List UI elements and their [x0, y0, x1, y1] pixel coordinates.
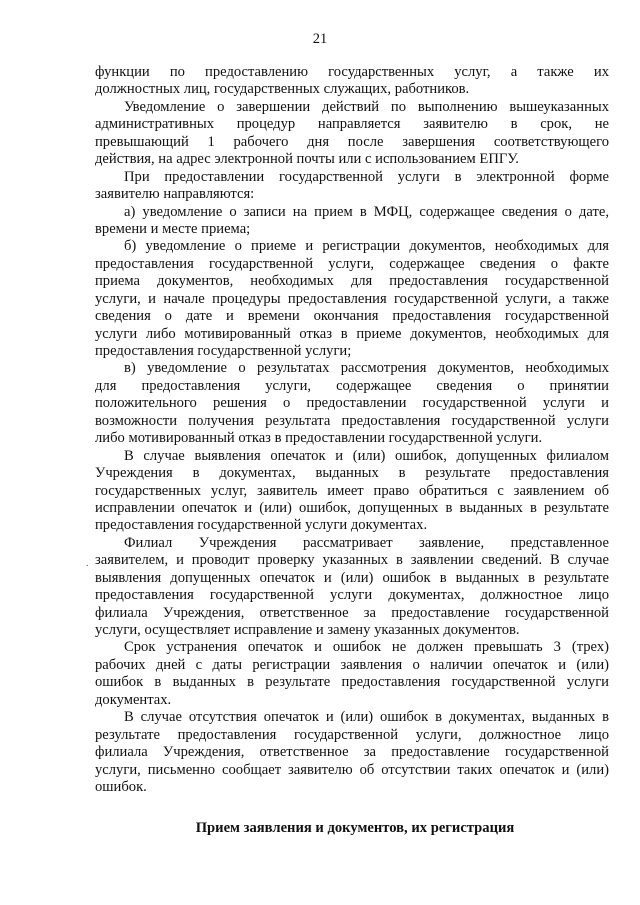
scan-dot-mark: . [86, 558, 89, 569]
text-line: При предоставлении государственной услуги в электронной форме [124, 168, 609, 185]
text-line: предоставления государственной услуги; [95, 343, 352, 359]
text-line: заявителю направляются: [95, 186, 255, 203]
page-number: 21 [312, 31, 328, 47]
text-line: исправлении опечаток и (или) ошибок, допущенных в выданных в результате [95, 499, 609, 516]
text-line: В случае выявления опечаток и (или) ошибок, допущенных филиалом [124, 447, 609, 464]
text-line: должностных лиц, государственных служащих, работников. [95, 81, 470, 98]
text-line: для предоставления услуги, содержащее сведения о принятии [95, 377, 609, 394]
text-line: филиала Учреждения, ответственное за предоставление государственной [95, 744, 609, 761]
text-line: приема документов, необходимых для предоставления государственной [95, 273, 609, 290]
text-line: предоставления государственной услуги, содержащее сведения о факте [95, 255, 609, 272]
text-line: Учреждения в документах, выданных в результате предоставления [95, 465, 609, 482]
text-line: рабочих дней с даты регистрации заявления о наличии опечаток и (или) [95, 656, 609, 673]
text-line: результате предоставления государственной услуги, должностное лицо [95, 726, 609, 743]
text-line: положительного решения о предоставлении государственной услуги и [95, 395, 609, 412]
text-line: выявления допущенных опечаток и (или) ошибок в выданных в результате [95, 569, 609, 586]
text-line: услуги либо мотивированный отказ в приеме документов, необходимых для [95, 325, 609, 342]
text-line: в) уведомление о результатах рассмотрения документов, необходимых [124, 360, 609, 377]
text-line: В случае отсутствия опечаток и (или) ошибок в документах, выданных в [124, 709, 609, 726]
text-line: предоставления государственной услуги документах, должностное лицо [95, 587, 609, 604]
text-line: ошибок. [95, 778, 147, 795]
text-line: действия, на адрес электронной почты или с использованием ЕПГУ. [95, 151, 519, 168]
text-line: административных процедур направляется заявителю в срок, не [95, 116, 609, 133]
text-line: ошибок в выданных в результате предоставления государственной услуги [95, 674, 609, 691]
text-line: филиала Учреждения, ответственное за предоставление государственной [95, 604, 609, 621]
text-line: б) уведомление о приеме и регистрации документов, необходимых для [124, 238, 609, 255]
text-line: Срок устранения опечаток и ошибок не должен превышать 3 (трех) [124, 639, 609, 656]
text-line: предоставления государственной услуги документах. [95, 517, 428, 534]
text-line: возможности получения результата предоставления государственной услуги [95, 412, 609, 429]
text-line: времени и месте приема; [95, 220, 251, 237]
text-line: государственных услуг, заявитель имеет право обратиться с заявлением об [95, 482, 609, 499]
text-line: либо мотивированный отказ в предоставлении государственной услуги. [95, 430, 543, 447]
text-line: услуги, и начале процедуры предоставления государственной услуги, а также [95, 290, 609, 307]
text-line: документах. [95, 691, 172, 708]
text-line: превышающий 1 рабочего дня после завершения соответствующего [95, 133, 609, 150]
text-line: услуги, осуществляет исправление и замену указанных документов. [95, 622, 520, 638]
text-line: функции по предоставлению государственных услуг, а также их [95, 64, 609, 80]
text-line: сведения о дате и времени окончания предоставления государственной [95, 308, 609, 325]
text-line: а) уведомление о записи на прием в МФЦ, содержащее сведения о дате, [124, 203, 609, 220]
text-line: Уведомление о завершении действий по выполнению вышеуказанных [124, 98, 609, 115]
text-line: услуги, письменно сообщает заявителю об отсутствии таких опечаток и (или) [95, 761, 609, 778]
text-line: Филиал Учреждения рассматривает заявление, представленное [124, 534, 609, 551]
section-heading: Прием заявления и документов, их регистрация [195, 820, 515, 836]
text-line: заявителем, и проводит проверку указанных в заявлении сведений. В случае [95, 552, 609, 569]
document-body [95, 64, 609, 796]
